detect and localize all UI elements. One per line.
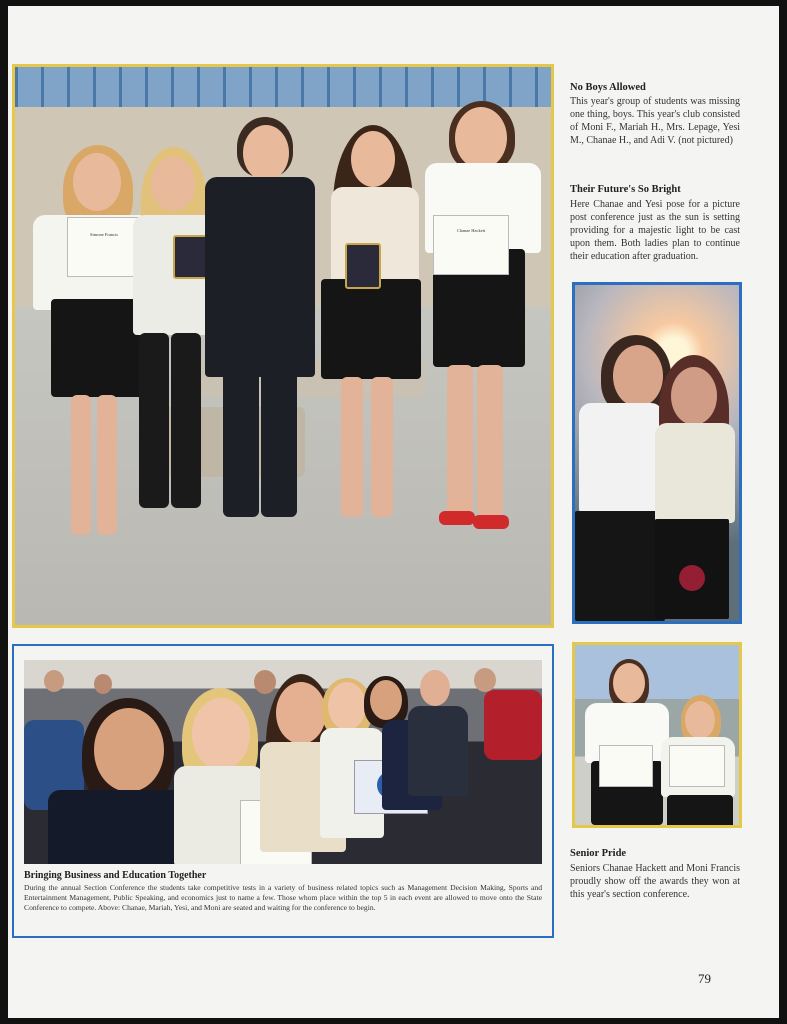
award-plaque xyxy=(173,235,209,279)
caption-bringing xyxy=(24,870,542,913)
group-photo xyxy=(12,64,554,628)
caption-text: This year's group of students was missing one thing, boys. This year's club consisted of Moni F., Mariah H., Mrs. Lepage, Yesi M., Chanae H., and Adi V. (not pictured) xyxy=(570,96,740,146)
senior-pride-photo xyxy=(572,642,742,828)
certificate-name: Simone Francis xyxy=(89,232,119,237)
caption-title: Senior Pride xyxy=(570,848,627,859)
caption-text: Seniors Chanae Hackett and Moni Francis proudly show off the awards they won at this year's section conference. xyxy=(570,863,740,900)
award-certificate xyxy=(433,215,509,275)
caption-title: No Boys Allowed xyxy=(570,82,646,93)
award-certificate xyxy=(669,745,725,787)
award-plaque xyxy=(345,243,381,289)
certificate-name: Chanae Hackett xyxy=(456,228,486,233)
yearbook-page xyxy=(8,6,779,1018)
award-certificate xyxy=(67,217,141,277)
conference-panel xyxy=(12,644,554,938)
caption-text: Here Chanae and Yesi pose for a picture post conference just as the sun is setting providing for a majestic light to be cast upon them. Both ladies plan to continue their education after graduation. xyxy=(570,199,740,262)
sunset-photo xyxy=(572,282,742,624)
award-certificate xyxy=(599,745,653,787)
caption-future xyxy=(570,184,740,263)
caption-no-boys xyxy=(570,82,740,147)
caption-senior-pride xyxy=(570,848,740,901)
caption-title: Bringing Business and Education Together xyxy=(24,870,207,881)
caption-text: During the annual Section Conference the students take competitive tests in a variety of business related topics such as Management Decision Making, Sports and Entertainment Management, Public Speaking, and economics just to name a few. Those whom place within the top 5 in each event are allowed to move onto the State Conference to compete. Above: Chanae, Mariah, Yesi, and Moni are seated and waiting for the conference to begin. xyxy=(24,883,542,913)
conference-photo xyxy=(24,660,542,864)
caption-title: Their Future's So Bright xyxy=(570,184,681,195)
page-number: 79 xyxy=(698,971,711,986)
